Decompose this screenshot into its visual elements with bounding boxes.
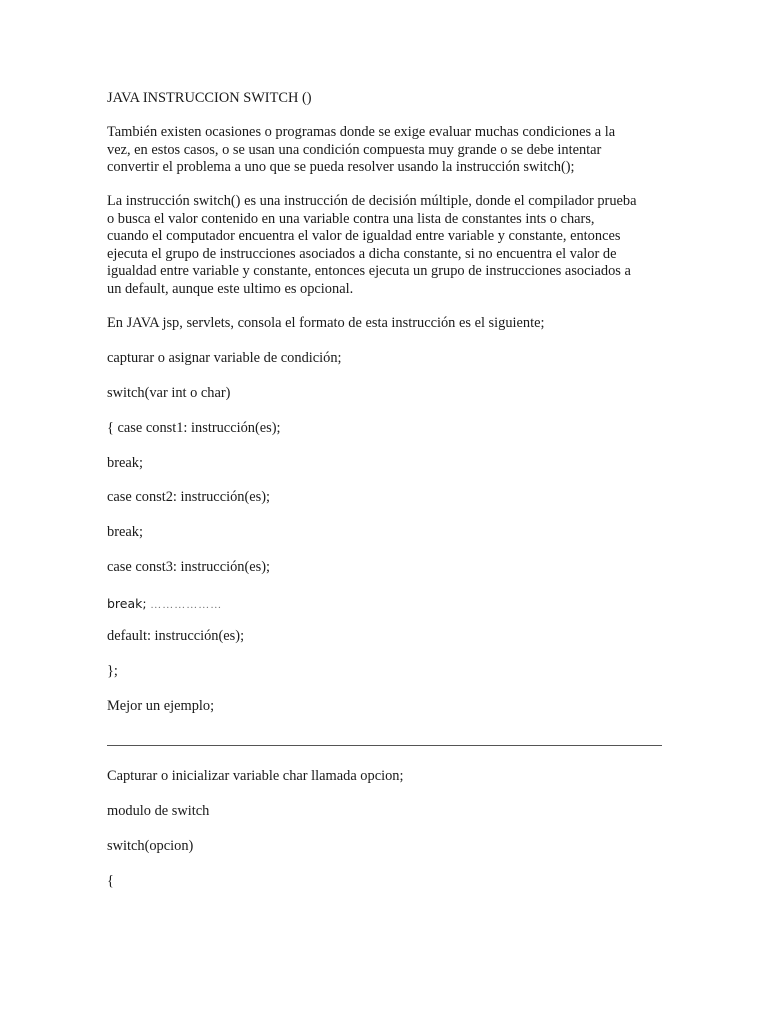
paragraph-line: un default, aunque este ultimo es opcional.: [107, 280, 354, 297]
break-statement: break;: [107, 596, 147, 611]
example-line: Capturar o inicializar variable char llamada opcion;: [107, 768, 404, 784]
paragraph-line: También existen ocasiones o programas donde se exige evaluar muchas condiciones a la: [107, 124, 616, 140]
paragraph-line: convertir el problema a uno que se pueda resolver usando la instrucción switch();: [107, 159, 575, 175]
definition-paragraph: [107, 193, 667, 298]
syntax-line: [107, 595, 667, 615]
syntax-line: { case const1: instrucción(es);: [107, 420, 281, 436]
format-intro: En JAVA jsp, servlets, consola el formato de esta instrucción es el siguiente;: [107, 315, 545, 331]
paragraph-line: igualdad entre variable y constante, entonces ejecuta un grupo de instrucciones asociados a: [107, 263, 631, 279]
example-line: modulo de switch: [107, 803, 210, 819]
syntax-line: default: instrucción(es);: [107, 628, 245, 644]
paragraph-line: vez, en estos casos, o se usan una condición compuesta muy grande o se debe intentar: [107, 141, 602, 158]
paragraph-line: cuando el computador encuentra el valor de igualdad entre variable y constante, entonces: [107, 228, 621, 244]
example-line: switch(opcion): [107, 838, 194, 854]
syntax-line: case const2: instrucción(es);: [107, 489, 271, 505]
syntax-line: case const3: instrucción(es);: [107, 559, 271, 575]
ellipsis-dots: ………………: [150, 599, 223, 611]
syntax-line: switch(var int o char): [107, 385, 231, 401]
intro-paragraph: [107, 124, 667, 177]
paragraph-line: La instrucción switch() es una instrucción de decisión múltiple, donde el compilador prueba: [107, 193, 637, 209]
syntax-line: capturar o asignar variable de condición;: [107, 350, 342, 366]
example-intro: Mejor un ejemplo;: [107, 698, 215, 714]
syntax-line: };: [107, 663, 118, 679]
document-title: JAVA INSTRUCCION SWITCH (): [107, 90, 312, 106]
paragraph-line: o busca el valor contenido en una variable contra una lista de constantes ints o chars,: [107, 210, 595, 227]
horizontal-divider: [107, 745, 662, 746]
paragraph-line: ejecuta el grupo de instrucciones asociados a dicha constante, si no encuentra el valor de: [107, 245, 617, 262]
example-line: {: [107, 873, 114, 889]
syntax-line: break;: [107, 455, 143, 471]
syntax-line: break;: [107, 524, 143, 540]
